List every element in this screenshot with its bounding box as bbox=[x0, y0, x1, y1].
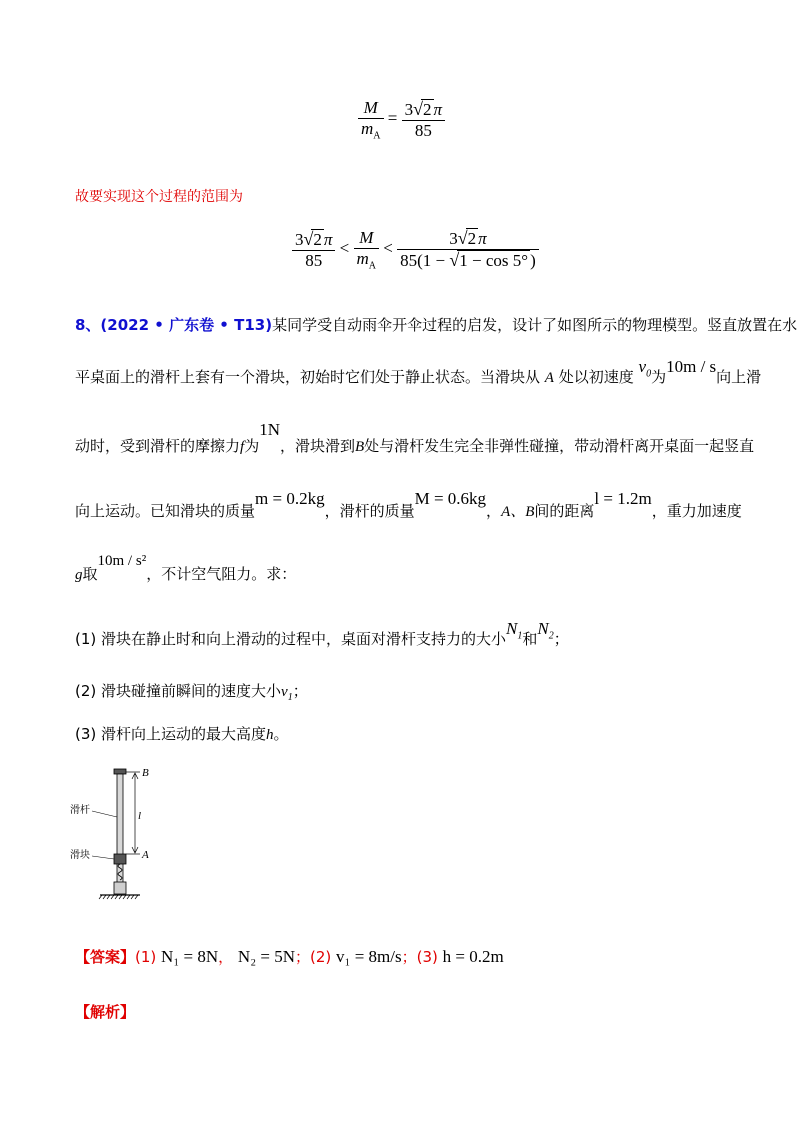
block-mass-value: m = 0.2kg bbox=[255, 489, 325, 508]
sub-question-1: (1) 滑块在静止时和向上滑动的过程中，桌面对滑杆支持力的大小$N_1$和$N_2$； bbox=[75, 619, 569, 648]
friction-value: 1N bbox=[259, 420, 280, 439]
equation-mass-range: $\frac{3√2 \pi}{85}$ < $\frac{M}{m_A}$ < $\frac{3√2 \pi}{85(1 - √1 - \cos 5^\circ )}$ bbox=[292, 228, 539, 271]
label-b: B bbox=[142, 767, 149, 779]
question-line-5: g取10m / s²，不计空气阻力。求： bbox=[75, 553, 297, 583]
question-number: 8、(2022 • 广东卷 • T13) bbox=[75, 316, 273, 334]
rod-base bbox=[114, 882, 126, 894]
question-line-1: 8、(2022 • 广东卷 • T13)某同学受自动雨伞开伞过程的启发，设计了如图所示的物理模型。竖直放置在水 bbox=[75, 316, 798, 334]
label-l: l bbox=[138, 810, 142, 822]
rod-top-cap bbox=[114, 769, 126, 774]
rod-leader-line bbox=[92, 811, 117, 817]
equation-mass-ratio: $\frac{M}{m_A}$ = $\frac{3√2 \pi}{85}$ bbox=[358, 98, 445, 141]
question-line-2: 平桌面上的滑杆上套有一个滑块，初始时它们处于静止状态。当滑块从 A 处以初速度 $v_0$为10m / s向上滑 bbox=[75, 357, 762, 386]
sub-question-3: (3) 滑杆向上运动的最大高度h。 bbox=[75, 725, 289, 743]
range-intro-text: 故要实现这个过程的范围为 bbox=[75, 189, 243, 205]
question-line-3: 动时，受到滑杆的摩擦力f为1N，滑块滑到B处与滑杆发生完全非弹性碰撞，带动滑杆离开桌面一起竖直 bbox=[75, 420, 755, 455]
gravity-value: 10m / s² bbox=[97, 553, 147, 569]
answer-line: 【答案】(1) N₁ = 8N， N₂ = 5N；(2) v₁ = 8m/s；(3) h = 0.2m bbox=[75, 947, 504, 966]
initial-speed-value: 10m / s bbox=[666, 357, 717, 376]
sub-question-2: (2) 滑块碰撞前瞬间的速度大小$v_1$； bbox=[75, 682, 308, 703]
rod-block-figure bbox=[70, 762, 180, 912]
answer-tag: 【答案】 bbox=[75, 948, 136, 966]
sliding-block bbox=[114, 854, 126, 864]
distance-value: l = 1.2m bbox=[594, 489, 652, 508]
label-rod: 滑杆 bbox=[70, 805, 90, 816]
block-leader-line bbox=[92, 856, 114, 859]
label-block: 滑块 bbox=[70, 850, 90, 861]
question-line-4: 向上运动。已知滑块的质量m = 0.2kg，滑杆的质量M = 0.6kg，A、B间的距离l = 1.2m，重力加速度 bbox=[75, 489, 742, 520]
rod-mass-value: M = 0.6kg bbox=[414, 489, 487, 508]
analysis-tag: 【解析】 bbox=[75, 1003, 136, 1021]
label-a: A bbox=[142, 849, 149, 861]
